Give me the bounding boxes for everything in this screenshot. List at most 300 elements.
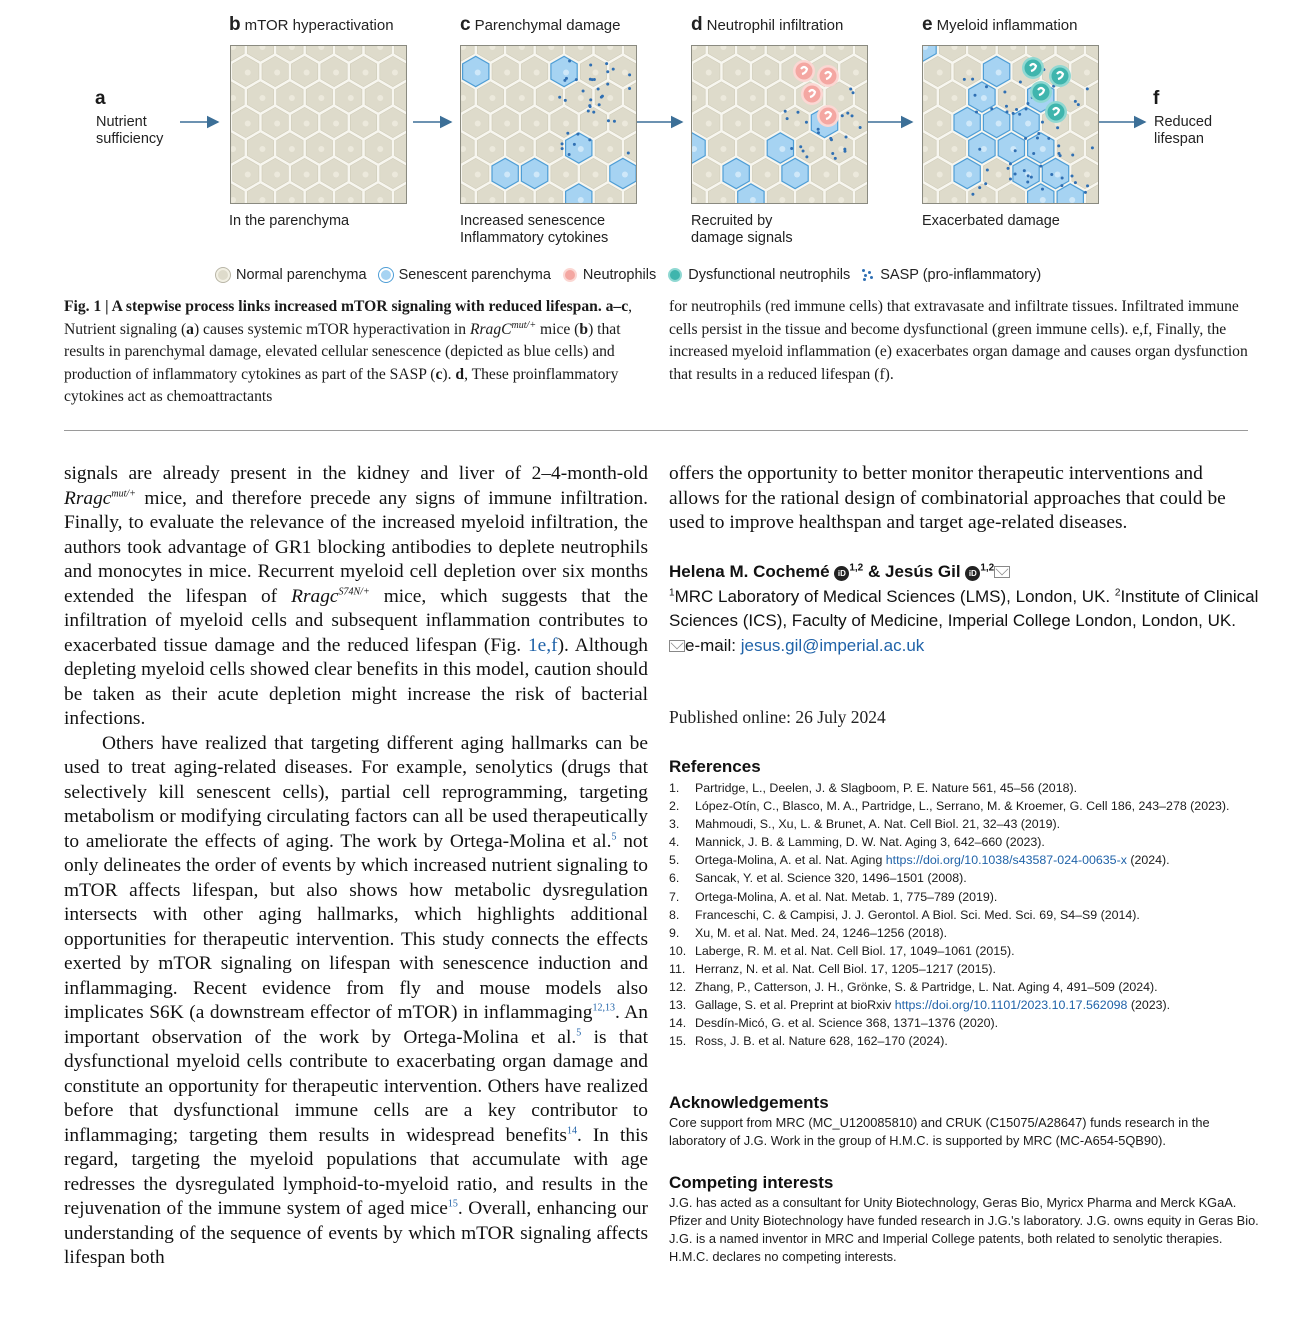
cell-nucleus (779, 197, 785, 203)
cell-nucleus (1025, 121, 1031, 127)
cell-nucleus (1040, 146, 1046, 152)
tissue-panel-d (691, 45, 868, 204)
reference-item (669, 978, 1259, 996)
cell-nucleus (289, 146, 295, 152)
sasp-dot (805, 155, 808, 158)
sasp-dot (971, 193, 974, 196)
cell-nucleus (460, 197, 466, 203)
reference-item (669, 869, 1259, 887)
cell-nucleus (230, 146, 236, 152)
cell-nucleus (534, 121, 540, 127)
cell-nucleus (289, 95, 295, 101)
sasp-dot (588, 104, 591, 107)
panel-b-subtitle: In the parenchyma (229, 213, 350, 229)
cell-nucleus (274, 172, 280, 178)
panel-f-letter: f (1153, 88, 1160, 109)
cell-nucleus (720, 146, 726, 152)
dysfunctional-neutrophil-icon (668, 268, 682, 282)
sasp-dot (628, 87, 631, 90)
sasp-dot (561, 147, 564, 150)
reference-number: 14. (669, 1016, 687, 1031)
reference-text: Gallage, S. et al. Preprint at bioRxiv https://doi.org/10.1101/2023.10.17.562098 (2023). (695, 998, 1171, 1013)
author-1: Helena M. Cochemé (669, 562, 830, 581)
cell-nucleus (809, 197, 815, 203)
sasp-dot (1009, 162, 1012, 165)
reference-item (669, 797, 1259, 815)
reference-item (669, 996, 1259, 1014)
cell-nucleus (765, 70, 771, 76)
sasp-dot (796, 111, 799, 114)
cell-nucleus (230, 95, 236, 101)
cell-nucleus (1084, 172, 1090, 178)
cell-nucleus (966, 70, 972, 76)
sasp-dot (846, 112, 849, 115)
sasp-dot (1030, 176, 1033, 179)
cell-nucleus (735, 121, 741, 127)
cell-nucleus (750, 197, 756, 203)
cell-nucleus (475, 121, 481, 127)
sasp-dot (628, 73, 631, 76)
sasp-dot (1071, 153, 1074, 156)
sasp-dot (834, 157, 837, 160)
cell-nucleus (348, 197, 354, 203)
reference-text: Ross, J. B. et al. Nature 628, 162–170 (2024). (695, 1034, 948, 1049)
senescent-cell-icon (379, 268, 393, 282)
normal-cell-icon (216, 268, 230, 282)
reference-text: Mahmoudi, S., Xu, L. & Brunet, A. Nat. Cell Biol. 21, 32–43 (2019). (695, 817, 1061, 832)
sasp-dot (612, 68, 615, 71)
body-paragraph-1: signals are already present in the kidney and liver of 2–4-month-old Rragc$^{mut/+}$ mice, and therefore precede any signs of immune infiltration. Finally, to evaluate the relevance of the increased myeloid infiltration, the authors took advantage of GR1 blocking antibodies to deplete neutrophils and monocytes in mice. Recurrent myeloid cell depletion over six months extended the lifespan of Rragc$^{S74N/+}$ mice, which suggests that the infiltration of myeloid cells and subsequent inflammation contributes to exacerbated tissue damage and the reduced lifespan (Fig. 1e,f). Although depleting myeloid cells showed clear benefits in this model, caution should be taken as their acute depletion might increase the risk of bacterial infections. (64, 463, 649, 729)
cell-nucleus (706, 172, 712, 178)
cell-nucleus (622, 172, 628, 178)
reference-text: López-Otín, C., Blasco, M. A., Partridge, L., Serrano, M. & Kroemer, G. Cell 186, 243–278 (2023). (695, 799, 1230, 814)
cell-nucleus (245, 121, 251, 127)
cell-nucleus (578, 146, 584, 152)
sasp-dot (1009, 177, 1012, 180)
reference-number: 1. (669, 781, 680, 795)
reference-text: Ortega-Molina, A. et al. Nat. Metab. 1, 775–789 (2019). (695, 889, 998, 904)
reference-number: 13. (669, 998, 687, 1013)
citation-link[interactable]: 14 (566, 1125, 577, 1137)
sasp-dot (576, 133, 579, 136)
cell-nucleus (794, 172, 800, 178)
sasp-dot (790, 147, 793, 150)
sasp-dot (565, 77, 568, 80)
cell-nucleus (593, 172, 599, 178)
cell-nucleus (922, 197, 928, 203)
sasp-dot (1018, 113, 1021, 116)
cell-nucleus (735, 70, 741, 76)
reference-doi-link[interactable]: https://doi.org/10.1038/s43587-024-00635-x (885, 853, 1127, 868)
neutrophil-body (796, 63, 813, 80)
cell-nucleus (578, 197, 584, 203)
body-right-paragraph: offers the opportunity to better monitor therapeutic interventions and allows for the rational design of combinatorial approaches that could be used to improve healthspan and target age-related diseases. (669, 463, 1226, 533)
cell-nucleus (392, 172, 398, 178)
sasp-dot (786, 117, 789, 120)
sasp-dot (587, 110, 590, 113)
reference-number: 12. (669, 980, 687, 995)
reference-text: Desdín-Micó, G. et al. Science 368, 1371–1376 (2020). (695, 1016, 999, 1031)
sasp-dot (978, 186, 981, 189)
cell-nucleus (1010, 197, 1016, 203)
sasp-dot (805, 121, 808, 124)
cell-nucleus (475, 172, 481, 178)
cell-nucleus (853, 70, 859, 76)
panel-a-label: Nutrient sufficiency (96, 114, 164, 147)
reference-number: 2. (669, 799, 680, 814)
sasp-dot (1032, 152, 1035, 155)
cell-nucleus (519, 95, 525, 101)
sasp-dot (1003, 91, 1006, 94)
cell-nucleus (937, 121, 943, 127)
cell-nucleus (519, 197, 525, 203)
panel-c-subtitle: Increased senescence Inflammatory cytokines (460, 213, 609, 246)
cell-nucleus (245, 70, 251, 76)
cell-nucleus (460, 95, 466, 101)
references-list (669, 779, 1259, 1050)
affiliations: $^1$MRC Laboratory of Medical Sciences (LMS), London, UK. $^2$Institute of Clinical Sciences (ICS), Faculty of Medicine, Imperial College London, London, UK. (669, 586, 1259, 630)
cell-nucleus (1084, 70, 1090, 76)
cell-nucleus (607, 197, 613, 203)
cell-nucleus (622, 70, 628, 76)
cell-nucleus (622, 121, 628, 127)
cell-nucleus (937, 172, 943, 178)
cell-nucleus (274, 121, 280, 127)
reference-number: 10. (669, 943, 687, 958)
cell-nucleus (1040, 197, 1046, 203)
panel-e-title: e Myeloid inflammation (922, 14, 1078, 35)
figure-ref-link[interactable]: 1e,f (527, 634, 558, 656)
cell-nucleus (706, 121, 712, 127)
citation-link[interactable]: 12,13 (592, 1002, 615, 1014)
cell-nucleus (230, 197, 236, 203)
sasp-dot (1060, 184, 1063, 187)
email-line: e-mail: jesus.gil@imperial.ac.uk (669, 634, 1259, 659)
cell-nucleus (377, 95, 383, 101)
cell-nucleus (981, 95, 987, 101)
cell-nucleus (489, 146, 495, 152)
reference-text: Laberge, R. M. et al. Nat. Cell Biol. 17, 1049–1061 (2015). (695, 943, 1015, 958)
sasp-dot (1041, 121, 1044, 124)
sasp-dot (598, 103, 601, 106)
cell-nucleus (981, 197, 987, 203)
sasp-dot (984, 182, 987, 185)
cell-nucleus (765, 121, 771, 127)
panel-a-letter: a (95, 88, 106, 109)
sasp-dot (1037, 132, 1040, 135)
cell-nucleus (996, 121, 1002, 127)
mail-icon (669, 640, 685, 652)
sasp-dot (601, 95, 604, 98)
sasp-dot (568, 60, 571, 63)
sasp-dot (802, 149, 805, 152)
sasp-dot (589, 64, 592, 67)
cell-nucleus (1010, 95, 1016, 101)
author-2: Jesús Gil (884, 562, 961, 581)
sasp-dot (1047, 137, 1050, 140)
reference-number: 15. (669, 1034, 687, 1049)
sasp-dot (1071, 175, 1074, 178)
cell-nucleus (1069, 197, 1075, 203)
sasp-dot (843, 150, 846, 153)
sasp-dot (841, 114, 844, 117)
sasp-dot (990, 107, 993, 110)
cell-nucleus (951, 146, 957, 152)
cell-nucleus (318, 146, 324, 152)
neutrophil-body (804, 86, 821, 103)
cell-nucleus (937, 70, 943, 76)
reference-item (669, 851, 1259, 869)
cell-nucleus (333, 121, 339, 127)
cell-nucleus (853, 172, 859, 178)
sasp-dot (817, 131, 820, 134)
sasp-dot (784, 110, 787, 113)
reference-item (669, 888, 1259, 906)
sasp-dot (564, 99, 567, 102)
sasp-dot (831, 152, 834, 155)
cell-nucleus (966, 172, 972, 178)
reference-text: Partridge, L., Deelen, J. & Slagboom, P. E. Nature 561, 45–56 (2018). (695, 781, 1078, 795)
sasp-dot (963, 78, 966, 81)
cell-nucleus (981, 146, 987, 152)
email-link[interactable]: jesus.gil@imperial.ac.uk (740, 635, 925, 655)
reference-number: 3. (669, 817, 680, 832)
sasp-dot (1014, 173, 1017, 176)
cell-nucleus (318, 95, 324, 101)
panel-b-title: b mTOR hyperactivation (229, 14, 394, 35)
reference-item (669, 906, 1259, 924)
cell-nucleus (504, 70, 510, 76)
cell-nucleus (809, 146, 815, 152)
sasp-dot (1056, 126, 1059, 129)
reference-number: 8. (669, 907, 680, 922)
sasp-dot (845, 135, 848, 138)
sasp-dot (1023, 169, 1026, 172)
panel-d-subtitle: Recruited by damage signals (691, 213, 793, 246)
tissue-panel-e (922, 45, 1099, 204)
cell-nucleus (363, 70, 369, 76)
cell-nucleus (475, 70, 481, 76)
caption-left-rendered: a–c, Nutrient signaling (a) causes systemic mTOR hyperactivation in RragC$^{mut/+}$ mice (b) that results in parenchymal damage, elevated cellular senescence (depicted as blue cells) and production of inflammatory cytokines as part of the SASP (c). d, These proinflammatory cytokines act as chemoattractants (64, 298, 633, 406)
sasp-dot (1074, 100, 1077, 103)
cell-nucleus (720, 197, 726, 203)
reference-item (669, 1014, 1259, 1032)
reference-text: Sancak, Y. et al. Science 320, 1496–1501 (2008). (695, 871, 967, 886)
sasp-dot (985, 85, 988, 88)
sasp-dot (1005, 105, 1008, 108)
cell-nucleus (951, 197, 957, 203)
neutrophil-icon (563, 268, 577, 282)
legend-normal: Normal parenchyma (216, 267, 367, 283)
sasp-dot (582, 90, 585, 93)
sasp-dot (830, 138, 833, 141)
cell-nucleus (1084, 121, 1090, 127)
cell-nucleus (563, 70, 569, 76)
reference-item (669, 815, 1259, 833)
reference-number: 11. (669, 961, 686, 976)
sasp-dot (1074, 181, 1077, 184)
cell-nucleus (578, 95, 584, 101)
cell-nucleus (504, 172, 510, 178)
cell-nucleus (259, 95, 265, 101)
panel-c-title: c Parenchymal damage (460, 14, 621, 35)
sasp-dot (588, 138, 591, 141)
dysfunctional-neutrophil-body (1052, 68, 1069, 85)
body-column-left (64, 462, 648, 1271)
cell-nucleus (392, 70, 398, 76)
sasp-dot (852, 91, 855, 94)
cell-nucleus (259, 146, 265, 152)
reference-text: Mannick, J. B. & Lamming, D. W. Nat. Aging 3, 642–660 (2023). (695, 835, 1045, 850)
sasp-dot (973, 94, 976, 97)
cell-nucleus (348, 95, 354, 101)
competing-interests-heading: Competing interests (669, 1173, 834, 1192)
cell-nucleus (392, 121, 398, 127)
cell-nucleus (593, 70, 599, 76)
figure-caption-left (64, 296, 644, 409)
sasp-dot (1019, 80, 1022, 83)
dysfunctional-neutrophil-body (1025, 60, 1042, 77)
references-heading: References (669, 757, 761, 776)
orcid-icon[interactable]: iD (965, 566, 980, 581)
sasp-dot (605, 62, 608, 65)
reference-item (669, 924, 1259, 942)
cell-nucleus (607, 146, 613, 152)
reference-doi-link[interactable]: https://doi.org/10.1101/2023.10.17.562098 (894, 998, 1128, 1013)
sasp-dot (1086, 184, 1089, 187)
cell-nucleus (548, 95, 554, 101)
cell-nucleus (838, 146, 844, 152)
dysfunctional-neutrophil-body (1033, 84, 1050, 101)
sasp-dot (575, 78, 578, 81)
cell-nucleus (922, 146, 928, 152)
cell-nucleus (779, 146, 785, 152)
panel-f-label: Reduced lifespan (1154, 114, 1213, 147)
cell-nucleus (779, 95, 785, 101)
cell-nucleus (853, 121, 859, 127)
sasp-dot (1084, 191, 1087, 194)
cell-nucleus (534, 70, 540, 76)
cell-nucleus (460, 146, 466, 152)
cell-nucleus (304, 70, 310, 76)
cell-nucleus (333, 172, 339, 178)
cell-nucleus (838, 95, 844, 101)
sasp-dot (566, 132, 569, 135)
figure-caption-right (669, 296, 1259, 386)
neutrophil-body (820, 68, 837, 85)
cell-nucleus (1069, 146, 1075, 152)
sasp-dot (1014, 149, 1017, 152)
cell-nucleus (1055, 172, 1061, 178)
author-block (669, 560, 1259, 658)
competing-interests-text: J.G. has acted as a consultant for Unity Biotechnology, Geras Bio, Myricx Pharma and Merck KGaA. Pfizer and Unity Biotechnology have funded research in J.G.'s laboratory. J.G. owns equity in Geras Bio. J.G. is a named inventor in MRC and Imperial College patents, both related to senolytic therapies. H.M.C. declares no competing interests. (669, 1195, 1259, 1264)
dysfunctional-neutrophil-body (1048, 104, 1065, 121)
reference-text: Ortega-Molina, A. et al. Nat. Aging https://doi.org/10.1038/s43587-024-00635-x (2024). (695, 853, 1170, 868)
sasp-dot (573, 143, 576, 146)
authors: Helena M. Cochemé iD$^{1,2}$ & Jesús Gil iD$^{1,2}$ (669, 560, 1259, 585)
neutrophil-body (820, 108, 837, 125)
panel-d-title: d Neutrophil infiltration (691, 14, 844, 35)
reference-item (669, 1032, 1259, 1050)
citation-link[interactable]: 15 (447, 1198, 458, 1210)
cell-nucleus (534, 172, 540, 178)
sasp-dot (1005, 110, 1008, 113)
sasp-dot (975, 111, 978, 114)
orcid-icon[interactable]: iD (834, 566, 849, 581)
cell-nucleus (691, 197, 697, 203)
sasp-dot (1041, 188, 1044, 191)
cell-nucleus (318, 197, 324, 203)
cell-nucleus (691, 95, 697, 101)
legend-neutrophils: Neutrophils (563, 267, 656, 283)
sasp-dot (592, 111, 595, 114)
sasp-dot (1025, 107, 1028, 110)
cell-nucleus (593, 121, 599, 127)
cell-nucleus (607, 95, 613, 101)
reference-number: 6. (669, 871, 680, 886)
sasp-dot (1007, 167, 1010, 170)
reference-number: 9. (669, 925, 680, 940)
cell-nucleus (348, 146, 354, 152)
citation-link[interactable]: 5 (576, 1027, 582, 1039)
cell-nucleus (377, 146, 383, 152)
mail-icon[interactable] (994, 566, 1010, 578)
cell-nucleus (735, 172, 741, 178)
reference-number: 7. (669, 889, 680, 904)
cell-nucleus (504, 121, 510, 127)
legend-senescent: Senescent parenchyma (379, 267, 551, 283)
section-divider (64, 430, 1248, 431)
cell-nucleus (304, 172, 310, 178)
sasp-dot (606, 70, 609, 73)
sasp-dot (1026, 181, 1029, 184)
sasp-dot (1024, 137, 1027, 140)
reference-item (669, 942, 1259, 960)
sasp-dot (817, 128, 820, 131)
citation-link[interactable]: 5 (611, 831, 617, 843)
cell-nucleus (563, 172, 569, 178)
reference-item (669, 779, 1259, 797)
body-column-right (669, 462, 1253, 536)
sasp-dot (627, 151, 630, 154)
reference-text: Xu, M. et al. Nat. Med. 24, 1246–1256 (2018). (695, 925, 948, 940)
cell-nucleus (363, 172, 369, 178)
sasp-dot (851, 114, 854, 117)
cell-nucleus (377, 197, 383, 203)
panel-e-subtitle: Exacerbated damage (922, 213, 1060, 229)
cell-nucleus (333, 70, 339, 76)
sasp-dot (799, 145, 802, 148)
caption-right-text: for neutrophils (red immune cells) that extravasate and infiltrate tissues. Infiltrated immune cells persist in the tissue and become dysfunctional (green immune cells). e,f, Finally, the increased myeloid inflammation (e) exacerbates organ damage and causes organ dysfunction that results in a reduced lifespan (f). (669, 298, 1248, 383)
reference-text: Herranz, N. et al. Nat. Cell Biol. 17, 1205–1217 (2015). (695, 961, 996, 976)
published-date: Published online: 26 July 2024 (669, 707, 886, 727)
cell-nucleus (951, 95, 957, 101)
sasp-dot (1039, 165, 1042, 168)
cell-nucleus (489, 95, 495, 101)
cell-nucleus (966, 121, 972, 127)
reference-number: 4. (669, 835, 680, 850)
sasp-dot (1059, 154, 1062, 157)
sasp-dot (986, 168, 989, 171)
sasp-dot (561, 142, 564, 145)
acknowledgements-text: Core support from MRC (MC_U120085810) and CRUK (C15075/A28647) funds research in the laboratory of J.G. Work in the group of H.M.C. is supported by MRC (MC-A654-5QB90). (669, 1115, 1210, 1148)
cell-nucleus (489, 197, 495, 203)
sasp-dot (1050, 173, 1053, 176)
cell-nucleus (794, 121, 800, 127)
figure (0, 0, 1312, 290)
sasp-dot (606, 83, 609, 86)
sasp-dot (1036, 136, 1039, 139)
